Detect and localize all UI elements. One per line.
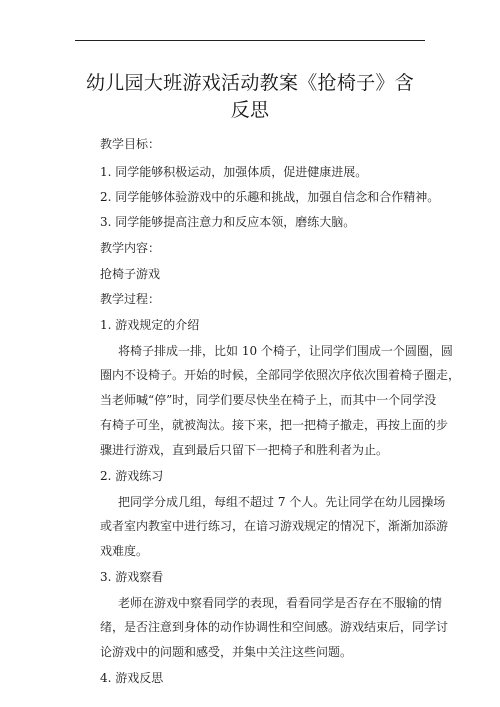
goal-item: 1. 同学能够积极运动，加强体质，促进健康进展。 — [100, 165, 368, 179]
step2-paragraph-line: 戏难度。 — [100, 544, 149, 558]
step2-paragraph-line: 或者室内教室中进行练习，在谙习游戏规定的情况下，渐渐加添游 — [100, 519, 449, 533]
step3-paragraph-line: 绪，是否注意到身体的动作协调性和空间感。游戏结束后，同学讨 — [100, 620, 449, 634]
goal-item: 3. 同学能够提高注意力和反应本领，磨练大脑。 — [100, 215, 356, 229]
process-heading: 教学过程： — [100, 292, 161, 306]
document-title: 幼儿园大班游戏活动教案《抢椅子》含 — [85, 72, 415, 94]
step4-heading: 4. 游戏反思 — [100, 671, 164, 685]
step3-heading: 3. 游戏察看 — [100, 570, 164, 584]
goals-heading: 教学目标： — [100, 137, 161, 151]
document-title-continuation: 反思 — [230, 99, 270, 121]
step1-paragraph-line: 有椅子可坐，就被淘汰。接下来，把一把椅子撤走，再按上面的步 — [100, 418, 449, 432]
step2-paragraph-line: 把同学分成几组，每组不超过 7 个人。先让同学在幼儿园操场 — [118, 495, 446, 509]
step1-paragraph-line: 圈内不设椅子。开始的时候，全部同学依照次序依次围着椅子圈走， — [100, 368, 461, 382]
content-text: 抢椅子游戏 — [100, 267, 161, 281]
step1-paragraph-line: 将椅子排成一排，比如 10 个椅子，让同学们围成一个圆圈，圆 — [118, 344, 453, 358]
step1-paragraph-line: 当老师喊“停”时，同学们要尽快坐在椅子上，而其中一个同学没 — [100, 393, 437, 407]
goal-item: 2. 同学能够体验游戏中的乐趣和挑战，加强自信念和合作精神。 — [100, 190, 440, 204]
step2-heading: 2. 游戏练习 — [100, 469, 164, 483]
step3-paragraph-line: 老师在游戏中察看同学的表现，看看同学是否存在不服输的情 — [118, 596, 443, 610]
step3-paragraph-line: 论游戏中的问题和感受，并集中关注这些问题。 — [100, 645, 353, 659]
content-heading: 教学内容： — [100, 241, 161, 255]
step1-heading: 1. 游戏规定的介绍 — [100, 318, 200, 332]
step1-paragraph-line: 骤进行游戏，直到最后只留下一把椅子和胜利者为止。 — [100, 443, 389, 457]
header-rule — [75, 40, 425, 41]
